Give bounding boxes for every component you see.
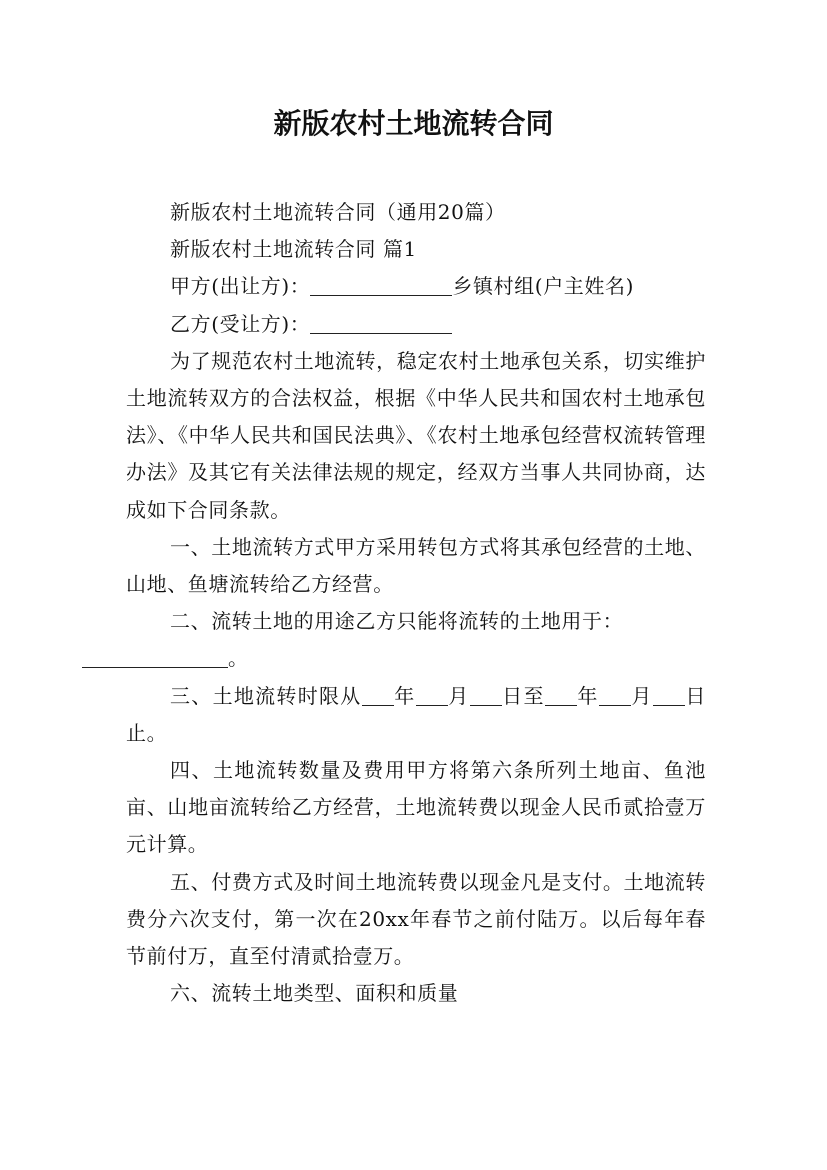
section-heading: 新版农村土地流转合同 篇1: [170, 237, 417, 262]
clause-3-year2: 年: [576, 683, 599, 708]
clause-2-blank: [82, 645, 228, 668]
clause-3-blank-year1: [362, 683, 394, 706]
clause-3-month1: 月: [447, 683, 470, 708]
preamble-paragraph: 为了规范农村土地流转，稳定农村土地承包关系，切实维护土地流转双方的合法权益，根据《中华人民共和国农村土地承包法》、《中华人民共和国民法典》、《农村土地承包经营权流转管理办法》及其它有关法律法规的规定，经双方当事人共同协商，达成如下合同条款。: [126, 348, 706, 522]
party-a-line: [126, 268, 706, 305]
clause-3-blank-month1: [416, 683, 448, 706]
clause-1-paragraph: 一、土地流转方式甲方采用转包方式将其承包经营的土地、山地、鱼塘流转给乙方经营。: [126, 534, 706, 597]
clause-3-end: 日止。: [126, 683, 706, 745]
document-body: [126, 194, 706, 1012]
clause-3-blank-day1: [470, 683, 502, 706]
party-a-blank: [310, 273, 452, 296]
party-a-label: 甲方(出让方)：: [170, 274, 311, 299]
clause-2-text: 二、流转土地的用途乙方只能将流转的土地用于：: [170, 609, 624, 634]
clause-3-blank-month2: [599, 683, 631, 706]
clause-3-blank-day2: [653, 683, 685, 706]
clause-4-paragraph: 四、土地流转数量及费用甲方将第六条所列土地亩、鱼池亩、山地亩流转给乙方经营，土地流转费以现金人民币贰拾壹万元计算。: [126, 758, 706, 857]
clause-3-paragraph: [126, 678, 706, 752]
clause-3-month2: 月: [630, 683, 653, 708]
party-b-blank: [310, 311, 452, 334]
party-a-suffix: 乡镇村组(户主姓名): [452, 274, 635, 299]
clause-2-end: 。: [228, 646, 249, 671]
clause-3-text: 三、土地流转时限从: [170, 683, 362, 708]
subtitle-line: 新版农村土地流转合同（通用20篇）: [170, 200, 506, 224]
clause-3-day1: 日至: [501, 683, 545, 708]
clause-3-year1: 年: [393, 683, 416, 708]
party-b-line: [126, 306, 706, 343]
clause-3-blank-year2: [545, 683, 577, 706]
clause-5-paragraph: 五、付费方式及时间土地流转费以现金凡是支付。土地流转费分六次支付，第一次在20xx年春节之前付陆万。以后每年春节前付万，直至付清贰拾壹万。: [126, 869, 706, 969]
party-b-label: 乙方(受让方)：: [170, 311, 311, 336]
document-title: 新版农村土地流转合同: [273, 107, 554, 140]
clause-2-paragraph: [126, 603, 706, 677]
clause-6-paragraph: 六、流转土地类型、面积和质量: [170, 981, 459, 1006]
